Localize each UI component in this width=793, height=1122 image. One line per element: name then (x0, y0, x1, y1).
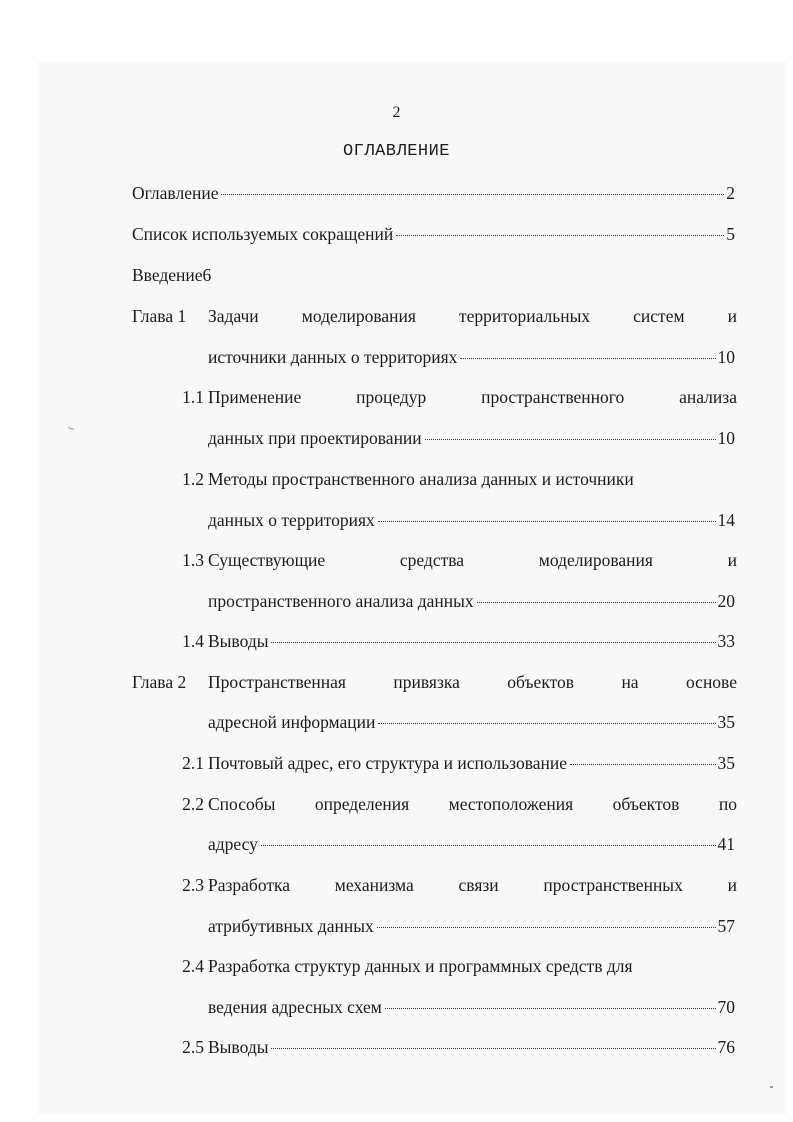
toc-entry-1-2[interactable] (176, 467, 737, 491)
word: территориальных (459, 306, 591, 326)
word: по (718, 794, 737, 814)
chapter-label: Глава 1 (132, 306, 187, 326)
word: пространственного (481, 387, 625, 407)
entry-title-line-2: адресу (208, 834, 258, 854)
entry-title-line-2: источники данных о территориях (208, 347, 458, 367)
section-number: 2.4 (182, 956, 204, 976)
entry-leader-line (208, 751, 735, 775)
word: средства (399, 550, 465, 570)
entry-title: Почтовый адрес, его структура и использование (208, 753, 567, 773)
toc-entry-chapter-2[interactable] (132, 670, 737, 694)
scan-speck (770, 1086, 773, 1088)
section-number: 1.4 (182, 631, 204, 651)
word: основе (685, 672, 737, 692)
entry-title-line-1 (208, 548, 737, 572)
toc-entry-1-3[interactable] (176, 548, 737, 572)
dot-leader (477, 601, 716, 603)
toc-entry-1-1[interactable] (176, 385, 737, 409)
word: Пространственная (208, 672, 346, 692)
dot-leader (425, 438, 716, 440)
word: моделирования (538, 550, 653, 570)
word: пространственных (543, 875, 683, 895)
dot-leader (221, 193, 724, 195)
section-number: 1.3 (182, 550, 204, 570)
word: Способы (208, 794, 276, 814)
word: определения (314, 794, 410, 814)
toc-entry-2-3-continued[interactable] (208, 914, 735, 938)
entry-page: 35 (717, 753, 735, 773)
toc-entry-2-3[interactable] (176, 873, 737, 897)
word: привязка (393, 672, 460, 692)
entry-title-line-2: данных о территориях (208, 510, 375, 530)
entry-page: 70 (717, 997, 735, 1017)
dot-leader (378, 520, 716, 522)
toc-entry-contents[interactable] (132, 181, 735, 205)
entry-title-line-1 (208, 873, 737, 897)
word: систем (633, 306, 685, 326)
word: на (621, 672, 639, 692)
word: и (727, 306, 737, 326)
entry-page: 35 (717, 712, 735, 732)
entry-leader-line (208, 1035, 735, 1059)
entry-title-line-2: атрибутивных данных (208, 916, 374, 936)
word: объектов (507, 672, 575, 692)
dot-leader (378, 722, 715, 724)
toc-entry-chapter-1-continued[interactable] (208, 345, 735, 369)
word: моделирования (301, 306, 416, 326)
toc-entry-1-2-continued[interactable] (208, 508, 735, 532)
section-number: 2.2 (182, 794, 204, 814)
section-number: 2.5 (182, 1037, 204, 1057)
toc-entry-abbreviations[interactable] (132, 222, 735, 246)
toc-entry-2-2[interactable] (176, 792, 737, 816)
toc-entry-2-5[interactable] (176, 1035, 737, 1059)
entry-page: 33 (717, 631, 735, 651)
dot-leader (377, 926, 716, 928)
entry-title-line-1: Разработка структур данных и программных средств для (208, 956, 633, 976)
dot-leader (261, 844, 716, 846)
toc-entry-2-4-continued[interactable] (208, 995, 735, 1019)
entry-page: 76 (717, 1037, 735, 1057)
word: Существующие (208, 550, 326, 570)
toc-entry-2-1[interactable] (176, 751, 737, 775)
entry-page: 10 (717, 428, 735, 448)
word: связи (458, 875, 499, 895)
entry-title: Введение6 (132, 265, 212, 285)
toc-entry-2-4[interactable] (176, 954, 737, 978)
dot-leader (460, 357, 715, 359)
entry-title-line-2: ведения адресных схем (208, 997, 382, 1017)
section-number: 1.1 (182, 387, 204, 407)
entry-page: 5 (726, 224, 735, 244)
dot-leader (271, 641, 715, 643)
entry-page: 10 (717, 347, 735, 367)
word: Разработка (208, 875, 291, 895)
word: Задачи (208, 306, 259, 326)
entry-title-line-1 (208, 670, 737, 694)
chapter-label: Глава 2 (132, 672, 187, 692)
page-number: 2 (392, 104, 401, 121)
toc-entry-chapter-1[interactable] (132, 304, 737, 328)
section-number: 1.2 (182, 469, 204, 489)
entry-page: 2 (726, 183, 735, 203)
entry-title: Список используемых сокращений (132, 224, 394, 244)
word: объектов (612, 794, 680, 814)
word: Применение (208, 387, 302, 407)
dot-leader (271, 1047, 715, 1049)
entry-leader-line (208, 629, 735, 653)
toc-entry-1-4[interactable] (176, 629, 737, 653)
toc-entry-1-3-continued[interactable] (208, 589, 735, 613)
entry-page: 57 (717, 916, 735, 936)
toc-heading: ОГЛАВЛЕНИЕ (342, 142, 451, 161)
dot-leader (570, 763, 716, 765)
section-number: 2.3 (182, 875, 204, 895)
dot-leader (385, 1007, 716, 1009)
entry-title-line-1: Методы пространственного анализа данных и источники (208, 469, 634, 489)
dot-leader (396, 234, 724, 236)
entry-title-line-1 (208, 792, 737, 816)
word: процедур (356, 387, 427, 407)
word: и (727, 875, 737, 895)
entry-title: Оглавление (132, 183, 219, 203)
toc-entry-introduction[interactable] (132, 263, 211, 287)
entry-title: Выводы (208, 1037, 269, 1057)
word: анализа (679, 387, 737, 407)
word: механизма (334, 875, 414, 895)
toc-entry-chapter-2-continued[interactable] (208, 710, 735, 734)
section-number: 2.1 (182, 753, 204, 773)
entry-title-line-2: пространственного анализа данных (208, 591, 474, 611)
word: и (727, 550, 737, 570)
toc-entry-1-1-continued[interactable] (208, 426, 735, 450)
entry-title-line-1 (208, 385, 737, 409)
entry-title-line-1 (208, 304, 737, 328)
entry-page: 20 (717, 591, 735, 611)
entry-page: 14 (717, 510, 735, 530)
word: местоположения (448, 794, 574, 814)
entry-title: Выводы (208, 631, 269, 651)
toc-entry-2-2-continued[interactable] (208, 832, 735, 856)
entry-title-line-2: адресной информации (208, 712, 376, 732)
entry-title-line-2: данных при проектировании (208, 428, 422, 448)
entry-page: 41 (717, 834, 735, 854)
